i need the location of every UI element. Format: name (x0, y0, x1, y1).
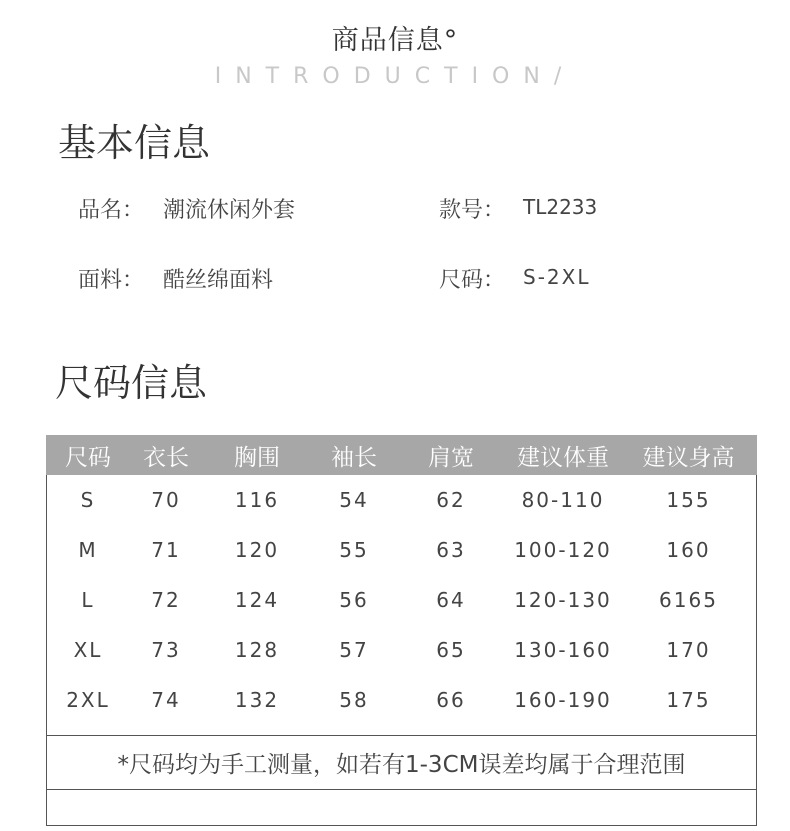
basic-info-title: 基本信息 (58, 121, 211, 165)
table-cell: 74 (151, 688, 181, 712)
style-number-label: 款号： (439, 198, 506, 223)
product-name-value: 潮流休闲外套 (163, 198, 296, 223)
table-cell: 100-120 (514, 538, 612, 562)
column-header: 建议身高 (620, 435, 757, 475)
table-cell: 120-130 (514, 588, 612, 612)
table-cell: 6165 (659, 588, 718, 612)
table-cell: 65 (436, 638, 466, 662)
table-cell: 73 (151, 638, 181, 662)
table-cell: 116 (234, 488, 280, 512)
table-cell: 175 (666, 688, 711, 712)
fabric-label: 面料： (78, 268, 145, 293)
page-header-title: 商品信息° (331, 25, 459, 56)
measurement-note: *尺码均为手工测量，如若有1-3CM误差均属于合理范围 (46, 735, 757, 790)
table-cell: 57 (339, 638, 369, 662)
style-number-value: TL2233 (523, 195, 598, 219)
table-cell: S (80, 488, 96, 512)
table-header-row (46, 435, 757, 475)
table-cell: XL (73, 638, 103, 662)
table-cell: 55 (339, 538, 369, 562)
table-cell: 132 (234, 688, 280, 712)
fabric-value: 酷丝绵面料 (163, 268, 274, 293)
table-cell: 124 (234, 588, 280, 612)
table-cell: 54 (339, 488, 369, 512)
table-cell: 56 (339, 588, 369, 612)
table-row (46, 525, 757, 575)
column-header: 建议体重 (506, 435, 620, 475)
table-row (46, 625, 757, 675)
table-cell: 120 (234, 538, 280, 562)
table-cell: 170 (666, 638, 711, 662)
table-cell: 160-190 (514, 688, 612, 712)
column-header: 衣长 (130, 435, 202, 475)
table-cell: 128 (234, 638, 280, 662)
table-cell: 2XL (66, 688, 110, 712)
size-table (46, 435, 757, 725)
table-cell: M (78, 538, 98, 562)
table-cell: 63 (436, 538, 466, 562)
table-cell: L (81, 588, 95, 612)
table-row (46, 475, 757, 525)
column-header: 肩宽 (396, 435, 506, 475)
table-cell: 62 (436, 488, 466, 512)
table-cell: 58 (339, 688, 369, 712)
size-range-label: 尺码： (439, 268, 506, 293)
table-cell: 71 (151, 538, 181, 562)
table-row (46, 675, 757, 725)
table-cell: 160 (666, 538, 711, 562)
size-range-value: S-2XL (523, 265, 591, 289)
table-cell: 130-160 (514, 638, 612, 662)
table-cell: 70 (151, 488, 181, 512)
table-cell: 80-110 (521, 488, 605, 512)
table-row (46, 575, 757, 625)
table-cell: 72 (151, 588, 181, 612)
size-info-title: 尺码信息 (55, 361, 208, 405)
table-cell: 66 (436, 688, 466, 712)
column-header: 尺码 (46, 435, 130, 475)
column-header: 胸围 (202, 435, 312, 475)
product-name-label: 品名： (78, 198, 145, 223)
column-header: 袖长 (312, 435, 396, 475)
table-cell: 155 (666, 488, 711, 512)
table-cell: 64 (436, 588, 466, 612)
page-header-subtitle: INTRODUCTION/ (214, 64, 576, 89)
